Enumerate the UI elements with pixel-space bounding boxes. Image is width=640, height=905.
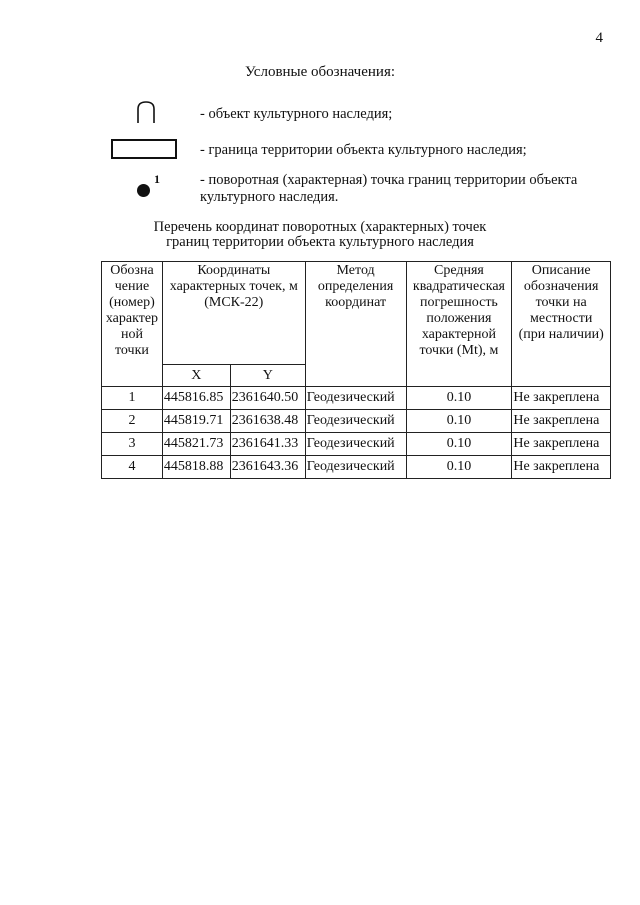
cell-x: 445818.88 — [162, 456, 230, 479]
cell-num: 3 — [102, 433, 163, 456]
cell-y: 2361641.33 — [230, 433, 305, 456]
cell-y: 2361643.36 — [230, 456, 305, 479]
cell-error: 0.10 — [406, 410, 512, 433]
cell-description: Не закреплена — [512, 456, 611, 479]
legend-text-turning-point — [200, 172, 577, 206]
table-row — [102, 387, 611, 410]
cell-y: 2361640.50 — [230, 387, 305, 410]
header-x: X — [162, 365, 230, 387]
header-method: Метод определения координат — [305, 262, 406, 387]
legend-title: Условные обозначения: — [244, 64, 396, 80]
cell-method: Геодезический — [305, 410, 406, 433]
legend-text-heritage: - объект культурного наследия; — [200, 106, 393, 122]
list-title-line: Перечень координат поворотных (характерных) точек — [153, 219, 487, 235]
turning-point-label: 1 — [154, 172, 160, 186]
cell-x: 445819.71 — [162, 410, 230, 433]
cell-num: 2 — [102, 410, 163, 433]
table-row — [102, 456, 611, 479]
list-title-line: границ территории объекта культурного наследия — [166, 234, 474, 250]
cell-method: Геодезический — [305, 433, 406, 456]
legend-text-boundary: - граница территории объекта культурного наследия; — [200, 142, 527, 158]
cell-description: Не закреплена — [512, 410, 611, 433]
boundary-rectangle-icon — [111, 139, 177, 159]
header-y: Y — [230, 365, 305, 387]
header-coordinates: Координаты характерных точек, м (МСК-22) — [162, 262, 305, 365]
cell-error: 0.10 — [406, 387, 512, 410]
table-row — [102, 433, 611, 456]
coordinates-table — [101, 261, 611, 479]
cell-error: 0.10 — [406, 433, 512, 456]
cell-description: Не закреплена — [512, 387, 611, 410]
header-error: Средняя квадратическая погрешность положения характерной точки (Mt), м — [406, 262, 512, 387]
table-header-row — [102, 262, 611, 365]
legend-text-line: культурного наследия. — [200, 189, 339, 205]
legend-text-line: - поворотная (характерная) точка границ территории объекта — [200, 172, 578, 188]
turning-point-icon — [137, 184, 150, 197]
cell-y: 2361638.48 — [230, 410, 305, 433]
coordinates-list-title — [0, 220, 640, 250]
page-number: 4 — [595, 30, 603, 46]
cell-num: 1 — [102, 387, 163, 410]
cell-description: Не закреплена — [512, 433, 611, 456]
table-row — [102, 410, 611, 433]
heritage-object-icon — [137, 101, 155, 123]
cell-error: 0.10 — [406, 456, 512, 479]
cell-x: 445816.85 — [162, 387, 230, 410]
cell-method: Геодезический — [305, 456, 406, 479]
cell-x: 445821.73 — [162, 433, 230, 456]
cell-method: Геодезический — [305, 387, 406, 410]
cell-num: 4 — [102, 456, 163, 479]
header-description: Описание обозначения точки на местности (при наличии) — [512, 262, 611, 387]
header-designation: Обозна чение (номер) характер ной точки — [102, 262, 163, 387]
